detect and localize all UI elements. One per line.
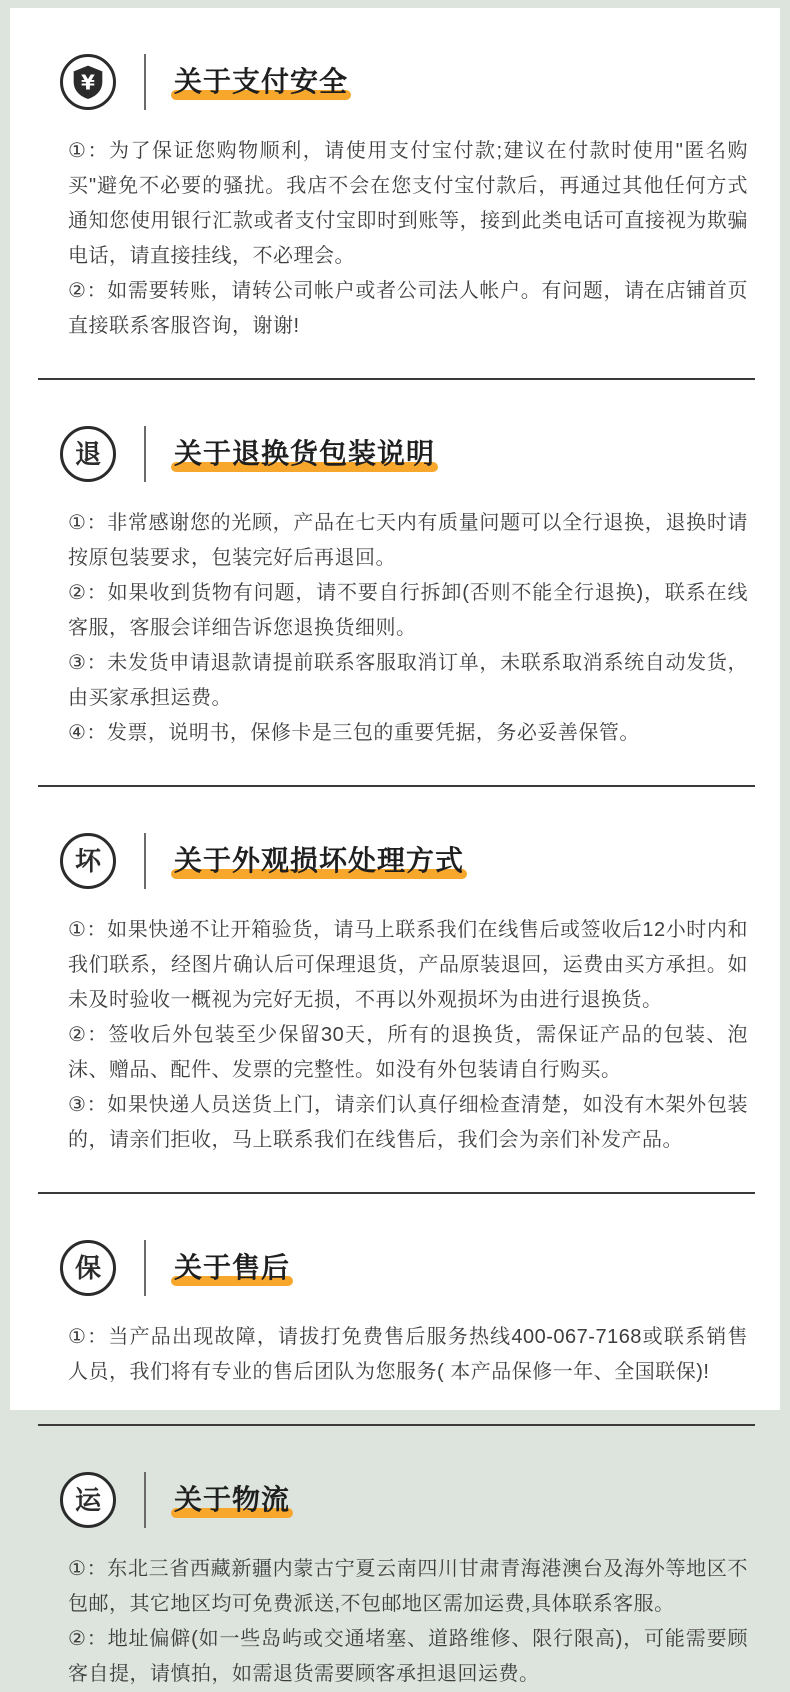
header-separator	[144, 1240, 146, 1296]
header-separator	[144, 54, 146, 110]
section-body	[10, 1320, 780, 1390]
section-title	[174, 844, 464, 878]
policy-paragraph: ③：未发货申请退款请提前联系客服取消订单，未联系取消系统自动发货，由买家承担运费。	[68, 652, 748, 709]
section-body	[10, 134, 780, 344]
section-header	[10, 426, 780, 482]
policy-page	[0, 8, 790, 1685]
icon-glyph: 运	[74, 1485, 101, 1515]
policy-paragraph: ①：非常感谢您的光顾，产品在七天内有质量问题可以全行退换，退换时请按原包装要求，包装完好后再退回。	[68, 512, 748, 569]
section-header	[10, 833, 780, 889]
policy-paragraph: ①：当产品出现故障，请拔打免费售后服务热线400-067-7168或联系销售人员，我们将有专业的售后团队为您服务( 本产品保修一年、全国联保)!	[68, 1326, 748, 1383]
icon-glyph: 退	[74, 439, 101, 469]
policy-paragraph: ②：如果收到货物有问题，请不要自行拆卸(否则不能全行退换)，联系在线客服，客服会详细告诉您退换货细则。	[68, 582, 748, 639]
header-separator	[144, 426, 146, 482]
section-header	[10, 1240, 780, 1296]
section-body	[10, 1552, 780, 1692]
icon-glyph: 保	[74, 1253, 101, 1283]
section-header	[10, 1472, 780, 1528]
section-title-text: 关于支付安全	[174, 66, 349, 98]
policy-section	[10, 1426, 780, 1692]
policy-paragraph: ①：为了保证您购物顺利，请使用支付宝付款;建议在付款时使用"匿名购买"避免不必要的骚扰。我店不会在您支付宝付款后，再通过其他任何方式通知您使用银行汇款或者支付宝即时到账等，接到此类电话可直接视为欺骗电话，请直接挂线，不必理会。	[68, 140, 748, 267]
header-separator	[144, 833, 146, 889]
section-body	[10, 506, 780, 751]
section-title	[174, 65, 348, 99]
section-title-text: 关于物流	[174, 1484, 291, 1516]
icon-glyph: 坏	[74, 846, 101, 876]
section-title	[174, 437, 435, 471]
policy-paragraph: ①：东北三省西藏新疆内蒙古宁夏云南四川甘肃青海港澳台及海外等地区不包邮，其它地区均可免费派送,不包邮地区需加运费,具体联系客服。	[68, 1558, 748, 1615]
section-title-text: 关于外观损坏处理方式	[174, 845, 465, 877]
policy-paragraph: ②：签收后外包装至少保留30天，所有的退换货，需保证产品的包装、泡沫、赠品、配件、发票的完整性。如没有外包装请自行购买。	[68, 1024, 748, 1081]
shield-icon	[68, 62, 108, 102]
policy-card	[10, 8, 780, 1685]
policy-section	[10, 1194, 780, 1390]
policy-paragraph: ②：如需要转账，请转公司帐户或者公司法人帐户。有问题，请在店铺首页直接联系客服咨询，谢谢!	[68, 280, 748, 337]
aftersale-icon	[60, 1240, 116, 1296]
damage-icon	[60, 833, 116, 889]
header-separator	[144, 1472, 146, 1528]
section-title	[174, 1251, 290, 1285]
policy-section	[10, 8, 780, 344]
section-title-text: 关于售后	[174, 1252, 291, 1284]
policy-paragraph: ③：如果快递人员送货上门，请亲们认真仔细检查清楚，如没有木架外包装的，请亲们拒收，马上联系我们在线售后，我们会为亲们补发产品。	[68, 1094, 748, 1151]
policy-paragraph: ①：如果快递不让开箱验货，请马上联系我们在线售后或签收后12小时内和我们联系，经图片确认后可保理退货，产品原装退回，运费由买方承担。如未及时验收一概视为完好无损，不再以外观损坏为由进行退换货。	[68, 919, 748, 1011]
policy-section	[10, 787, 780, 1158]
payment-shield-yuan-icon	[60, 54, 116, 110]
policy-paragraph: ②：地址偏僻(如一些岛屿或交通堵塞、道路维修、限行限高)，可能需要顾客自提，请慎拍，如需退货需要顾客承担退回运费。	[68, 1628, 748, 1685]
logistics-icon	[60, 1472, 116, 1528]
svg-text:¥: ¥	[81, 70, 95, 95]
returns-icon	[60, 426, 116, 482]
section-body	[10, 913, 780, 1158]
section-title-text: 关于退换货包装说明	[174, 438, 436, 470]
section-header	[10, 54, 780, 110]
policy-section	[10, 380, 780, 751]
section-title	[174, 1483, 290, 1517]
policy-paragraph: ④：发票，说明书，保修卡是三包的重要凭据，务必妥善保管。	[68, 722, 640, 744]
